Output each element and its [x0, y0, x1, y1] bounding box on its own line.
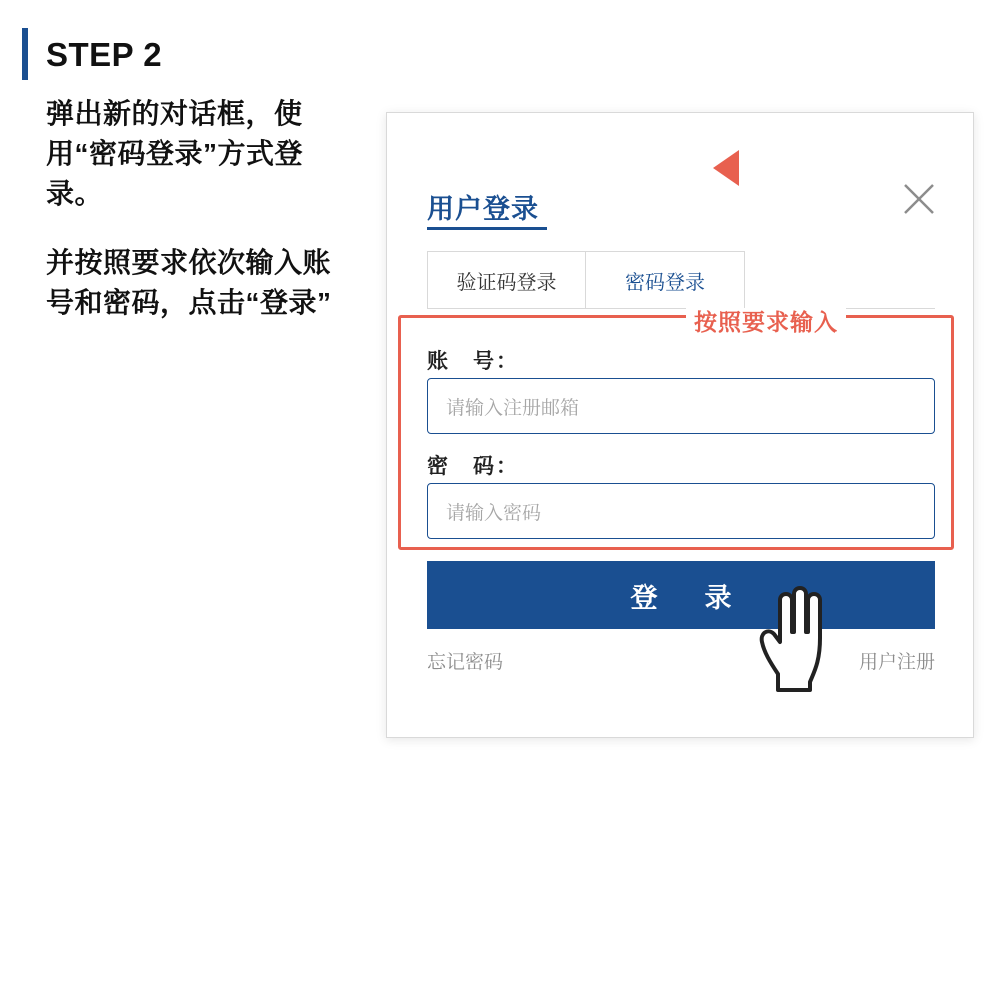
fields-highlight-box — [398, 315, 954, 550]
tab-password-login[interactable]: 密码登录 — [586, 251, 745, 309]
close-icon[interactable] — [901, 181, 937, 217]
arrow-left-icon — [713, 150, 739, 186]
forgot-password-link[interactable]: 忘记密码 — [427, 652, 504, 673]
fields-highlight-label: 按照要求输入 — [686, 308, 846, 336]
user-register-link[interactable]: 用户注册 — [858, 652, 935, 673]
instruction-text — [46, 94, 352, 323]
account-field-label: 账 号： — [427, 350, 519, 373]
login-submit-button[interactable]: 登 录 — [427, 561, 935, 629]
step-header — [22, 28, 352, 80]
step-accent-bar — [22, 28, 28, 80]
step-title: STEP 2 — [46, 35, 163, 73]
instruction-panel — [22, 28, 352, 323]
tabs-bottom-rule — [427, 308, 935, 309]
title-underline — [427, 227, 547, 230]
dialog-links — [427, 647, 935, 674]
tab-sms-code-login[interactable]: 验证码登录 — [427, 251, 586, 309]
paragraph-spacer — [46, 213, 352, 243]
instruction-paragraph-2: 并按照要求依次输入账号和密码，点击“登录” — [46, 247, 332, 318]
password-field-label: 密 码： — [427, 455, 519, 478]
password-input[interactable]: 请输入密码 — [427, 483, 935, 539]
login-mode-tabs — [427, 251, 935, 309]
instruction-paragraph-1: 弹出新的对话框，使用“密码登录”方式登录。 — [46, 98, 304, 209]
dialog-title: 用户登录 — [427, 194, 539, 224]
account-input[interactable]: 请输入注册邮箱 — [427, 378, 935, 434]
